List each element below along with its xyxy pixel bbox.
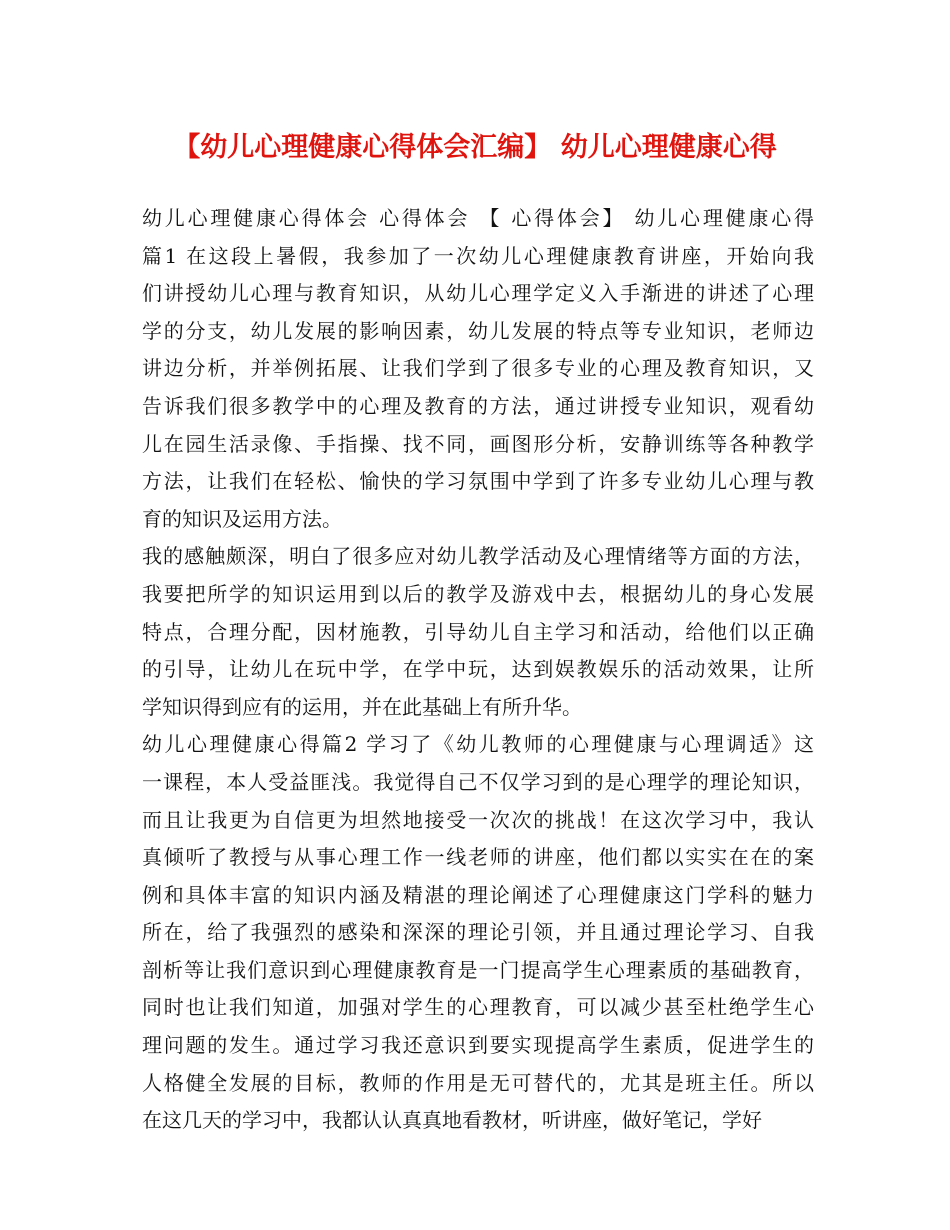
body-line: 而且让我更为自信更为坦然地接受一次次的挑战！在这次学习中，我认 bbox=[142, 807, 814, 832]
body-line: 的引导，让幼儿在玩中学，在学中玩，达到娱教娱乐的活动效果，让所 bbox=[142, 657, 814, 682]
body-line: 人格健全发展的目标，教师的作用是无可替代的，尤其是班主任。所以 bbox=[142, 1070, 814, 1095]
body-line: 理问题的发生。通过学习我还意识到要实现提高学生素质，促进学生的 bbox=[142, 1033, 814, 1058]
body-line: 所在，给了我强烈的感染和深深的理论引领，并且通过理论学习、自我 bbox=[142, 920, 814, 945]
document-body bbox=[142, 200, 814, 1140]
body-line: 剖析等让我们意识到心理健康教育是一门提高学生心理素质的基础教育， bbox=[142, 957, 814, 982]
body-line: 们讲授幼儿心理与教育知识，从幼儿心理学定义入手渐进的讲述了心理 bbox=[142, 281, 814, 306]
body-line: 幼儿心理健康心得篇2 学习了《幼儿教师的心理健康与心理调适》这 bbox=[142, 732, 814, 757]
body-line: 告诉我们很多教学中的心理及教育的方法，通过讲授专业知识，观看幼 bbox=[142, 393, 814, 418]
body-line: 我的感触颇深，明白了很多应对幼儿教学活动及心理情绪等方面的方法， bbox=[142, 544, 814, 569]
body-line: 讲边分析，并举例拓展、让我们学到了很多专业的心理及教育知识，又 bbox=[142, 356, 814, 381]
body-line: 学的分支，幼儿发展的影响因素，幼儿发展的特点等专业知识，老师边 bbox=[142, 318, 814, 343]
body-line: 同时也让我们知道，加强对学生的心理教育，可以减少甚至杜绝学生心 bbox=[142, 995, 814, 1020]
body-line: 方法，让我们在轻松、愉快的学习氛围中学到了许多专业幼儿心理与教 bbox=[142, 469, 814, 494]
body-line: 特点，合理分配，因材施教，引导幼儿自主学习和活动，给他们以正确 bbox=[142, 619, 814, 644]
body-line: 幼儿心理健康心得体会 心得体会 【 心得体会】 幼儿心理健康心得 bbox=[142, 206, 814, 230]
body-line: 真倾听了教授与从事心理工作一线老师的讲座，他们都以实实在在的案 bbox=[142, 845, 814, 870]
body-line: 育的知识及运用方法。 bbox=[142, 506, 342, 531]
body-line: 我要把所学的知识运用到以后的教学及游戏中去，根据幼儿的身心发展 bbox=[142, 581, 814, 606]
document-title: 【幼儿心理健康心得体会汇编】 幼儿心理健康心得 bbox=[173, 132, 777, 163]
body-line: 在这几天的学习中，我都认认真真地看教材，听讲座，做好笔记，学好 bbox=[142, 1108, 762, 1133]
body-line: 例和具体丰富的知识内涵及精湛的理论阐述了心理健康这门学科的魅力 bbox=[142, 882, 814, 907]
body-line: 学知识得到应有的运用，并在此基础上有所升华。 bbox=[142, 694, 582, 719]
body-line: 一课程，本人受益匪浅。我觉得自己不仅学习到的是心理学的理论知识， bbox=[142, 769, 814, 794]
body-line: 篇1 在这段上暑假，我参加了一次幼儿心理健康教育讲座，开始向我 bbox=[142, 243, 814, 268]
body-line: 儿在园生活录像、手指操、找不同，画图形分析，安静训练等各种教学 bbox=[142, 431, 814, 456]
